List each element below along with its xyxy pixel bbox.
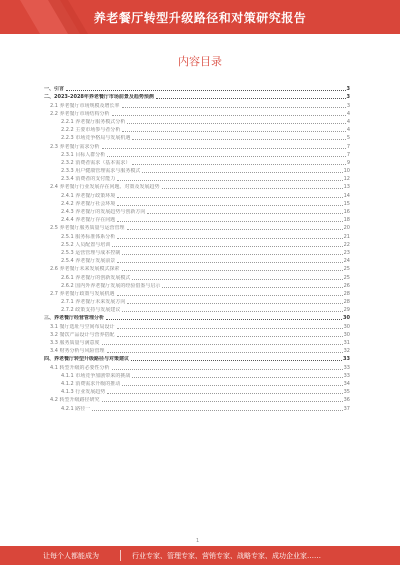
toc-entry-title: 2.4 养老餐厅行业发展存在问题、对策及发展趋势 bbox=[50, 184, 160, 191]
toc-entry-title: 2.1 养老餐厅市场规模及增长率 bbox=[50, 102, 120, 109]
toc-leader-dots bbox=[142, 172, 342, 173]
toc-entry-title: 2.6 养老餐厅未来发展模式探索 bbox=[50, 266, 120, 273]
header-banner bbox=[0, 0, 400, 34]
toc-entry-page: 12 bbox=[343, 176, 350, 183]
toc-entry-page: 13 bbox=[343, 184, 350, 191]
toc-entry-title: 2.4.3 养老餐厅的发展趋势与创新方向 bbox=[61, 209, 146, 215]
toc-leader-dots bbox=[122, 311, 342, 312]
toc-leader-dots bbox=[117, 180, 342, 181]
toc-entry-title: 2.4.2 养老餐厅社会环境 bbox=[61, 200, 116, 207]
toc-leader-dots bbox=[107, 393, 342, 394]
toc-entry-page: 33 bbox=[343, 372, 350, 379]
toc-entry-title: 3.2 餐饮产品设计与营养搭配 bbox=[50, 331, 115, 338]
toc-entry[interactable] bbox=[44, 272, 350, 280]
toc-entry-page: 9 bbox=[346, 159, 350, 166]
toc-entry-page: 23 bbox=[343, 249, 350, 256]
toc-entry-page: 31 bbox=[343, 340, 350, 346]
toc-leader-dots bbox=[147, 213, 342, 214]
toc-entry-page: 25 bbox=[343, 266, 350, 273]
toc-entry-title: 3.1 餐厅选址与空间布局设计 bbox=[50, 323, 115, 330]
toc-entry-page: 4 bbox=[346, 118, 350, 125]
toc-entry-title: 三、养老餐厅经营管理分析 bbox=[44, 315, 105, 322]
toc-entry[interactable] bbox=[44, 199, 350, 207]
toc-entry-title: 4.1.1 市场竞争加剧带来的挑战 bbox=[61, 372, 131, 379]
footer-divider bbox=[120, 550, 121, 561]
toc-entry[interactable] bbox=[44, 321, 350, 329]
toc-leader-dots bbox=[117, 197, 342, 198]
toc-leader-dots bbox=[117, 336, 343, 337]
toc-entry-page: 21 bbox=[343, 233, 350, 240]
toc-entry-title: 四、养老餐厅转型升级路径与对策建议 bbox=[44, 356, 130, 363]
toc-leader-dots bbox=[117, 205, 342, 206]
toc-entry-title: 4.2 转型升级路径研究 bbox=[50, 397, 100, 404]
toc-entry[interactable] bbox=[44, 240, 350, 248]
toc-leader-dots bbox=[122, 385, 342, 386]
toc-leader-dots bbox=[107, 156, 346, 157]
toc-leader-dots bbox=[122, 107, 346, 108]
toc-entry[interactable] bbox=[44, 281, 350, 289]
toc-leader-dots bbox=[66, 90, 346, 91]
toc-leader-dots bbox=[122, 270, 343, 271]
footer-tagline: 行业专家、管理专家、营销专家、战略专家、成功企业家…… bbox=[132, 552, 321, 560]
toc-entry[interactable] bbox=[44, 207, 350, 215]
toc-entry-title: 2.2.2 主要市场参与者分析 bbox=[61, 127, 121, 134]
toc-entry[interactable] bbox=[44, 403, 350, 411]
toc-entry[interactable] bbox=[44, 297, 350, 305]
toc-entry-page: 36 bbox=[343, 397, 350, 404]
toc-entry[interactable] bbox=[44, 174, 350, 182]
toc-leader-dots bbox=[132, 139, 345, 140]
toc-entry[interactable] bbox=[44, 346, 350, 354]
toc-entry[interactable] bbox=[44, 215, 350, 223]
toc-entry[interactable] bbox=[44, 371, 350, 379]
toc-entry[interactable] bbox=[44, 305, 350, 313]
toc-entry[interactable] bbox=[44, 256, 350, 264]
toc-entry-page: 24 bbox=[343, 258, 350, 265]
toc-entry[interactable] bbox=[44, 150, 350, 158]
toc-leader-dots bbox=[162, 287, 342, 288]
toc-entry-title: 4.1 转型升级的必要性分析 bbox=[50, 364, 110, 371]
toc-entry[interactable] bbox=[44, 223, 350, 231]
toc-leader-dots bbox=[132, 377, 342, 378]
toc-entry[interactable] bbox=[44, 231, 350, 239]
toc-leader-dots bbox=[127, 303, 342, 304]
toc-leader-dots bbox=[112, 115, 346, 116]
toc-leader-dots bbox=[117, 238, 342, 239]
toc-entry[interactable] bbox=[44, 166, 350, 174]
toc-entry-page: 4 bbox=[346, 127, 350, 134]
toc-entry-page: 15 bbox=[343, 200, 350, 207]
toc-entry[interactable] bbox=[44, 338, 350, 346]
toc-entry-title: 2.3.2 消费者需求（基本需求） bbox=[61, 159, 131, 166]
toc-entry[interactable] bbox=[44, 109, 350, 117]
toc-entry-page: 34 bbox=[343, 380, 350, 387]
toc-entry-title: 2.6.1 养老餐厅的创新发展模式 bbox=[61, 274, 131, 281]
toc-leader-dots bbox=[127, 123, 345, 124]
toc-entry-page: 16 bbox=[343, 209, 350, 215]
toc-entry-page: 35 bbox=[343, 389, 350, 396]
toc-entry[interactable] bbox=[44, 84, 350, 92]
toc-leader-dots bbox=[102, 401, 343, 402]
toc-entry-title: 3.4 财务分析与风险管理 bbox=[50, 348, 105, 355]
toc-entry-title: 2.2 养老餐厅市场结构分析 bbox=[50, 110, 110, 117]
toc-entry[interactable] bbox=[44, 100, 350, 108]
toc-entry[interactable] bbox=[44, 141, 350, 149]
report-title: 养老餐厅转型升级路径和对策研究报告 bbox=[93, 11, 307, 25]
toc-leader-dots bbox=[127, 229, 343, 230]
toc-leader-dots bbox=[107, 352, 343, 353]
toc-entry-title: 2.7.1 养老餐厅未来发展方向 bbox=[61, 299, 126, 306]
toc-entry[interactable] bbox=[44, 387, 350, 395]
toc-leader-dots bbox=[132, 279, 342, 280]
toc-entry[interactable] bbox=[44, 158, 350, 166]
toc-entry-page: 7 bbox=[346, 143, 350, 150]
toc-entry[interactable] bbox=[44, 395, 350, 403]
toc-entry-page: 28 bbox=[343, 299, 350, 306]
toc-entry-page: 7 bbox=[346, 151, 350, 158]
toc-entry-title: 3.3 服务质量与满意度 bbox=[50, 340, 100, 346]
toc-entry-page: 28 bbox=[343, 290, 350, 297]
toc-entry-page: 33 bbox=[343, 364, 350, 371]
toc-leader-dots bbox=[106, 319, 342, 320]
toc-entry-title: 2.5.1 服务标准体系分析 bbox=[61, 233, 116, 240]
toc-entry[interactable] bbox=[44, 248, 350, 256]
toc-entry-title: 2.5.2 人员配置与培训 bbox=[61, 241, 111, 248]
toc-entry-title: 4.1.3 行业发展趋势 bbox=[61, 389, 106, 396]
toc-entry[interactable] bbox=[44, 330, 350, 338]
toc-entry-title: 2.2.1 养老餐厅服务模式分析 bbox=[61, 118, 126, 125]
toc-entry-title: 2.4.4 养老餐厅存在问题 bbox=[61, 217, 116, 224]
toc-leader-dots bbox=[117, 295, 343, 296]
toc-entry-title: 2.5 养老餐厅服务质量与运营管理 bbox=[50, 225, 125, 232]
toc-entry-title: 2.4.1 养老餐厅政策环境 bbox=[61, 192, 116, 199]
toc-heading: 内容目录 bbox=[178, 55, 222, 68]
toc-entry-page: 18 bbox=[343, 217, 350, 224]
toc-entry-title: 二、2023-2028年养老餐厅市场前景及趋势预测 bbox=[44, 94, 154, 101]
toc-entry[interactable] bbox=[44, 117, 350, 125]
toc-entry-page: 30 bbox=[343, 323, 350, 330]
page-number: 1 bbox=[196, 538, 200, 544]
toc-entry[interactable] bbox=[44, 289, 350, 297]
toc-entry-page: 22 bbox=[343, 241, 350, 248]
toc-leader-dots bbox=[117, 262, 342, 263]
toc-entry-page: 3 bbox=[346, 94, 350, 101]
toc-entry-page: 33 bbox=[343, 356, 350, 363]
toc-leader-dots bbox=[117, 328, 343, 329]
toc-entry-page: 20 bbox=[343, 225, 350, 232]
toc-leader-dots bbox=[102, 344, 343, 345]
toc-entry-page: 29 bbox=[343, 307, 350, 314]
toc-entry-page: 10 bbox=[343, 168, 350, 175]
toc-entry-page: 3 bbox=[346, 102, 350, 109]
toc-entry-page: 25 bbox=[343, 274, 350, 281]
toc-leader-dots bbox=[132, 164, 345, 165]
toc-entry-page: 5 bbox=[346, 135, 350, 142]
toc-entry-title: 4.1.2 消费需求升级的推动 bbox=[61, 380, 121, 387]
toc-entry-page: 4 bbox=[346, 110, 350, 117]
toc-entry-title: 2.6.2 国内外养老餐厅发展的经验借鉴与启示 bbox=[61, 282, 161, 289]
toc-entry-page: 37 bbox=[343, 405, 350, 412]
toc-entry-title: 2.3.1 目标人群分析 bbox=[61, 151, 106, 158]
toc-entry[interactable] bbox=[44, 92, 350, 100]
toc-entry[interactable] bbox=[44, 379, 350, 387]
toc-leader-dots bbox=[112, 369, 343, 370]
toc-leader-dots bbox=[162, 188, 343, 189]
toc-entry[interactable] bbox=[44, 313, 350, 321]
toc-entry-title: 2.7 养老餐厅政策与发展机遇 bbox=[50, 290, 115, 297]
toc-entry-title: 2.2.3 市场竞争格局与发展机遇 bbox=[61, 135, 131, 142]
toc-leader-dots bbox=[131, 360, 342, 361]
toc-leader-dots bbox=[112, 246, 342, 247]
toc-entry[interactable] bbox=[44, 354, 350, 362]
footer-slogan: 让每个人都能成为 bbox=[43, 552, 99, 560]
toc-entry-page: 32 bbox=[343, 348, 350, 355]
toc-entry[interactable] bbox=[44, 362, 350, 370]
toc-leader-dots bbox=[117, 221, 342, 222]
toc-entry-title: 2.7.2 政策支持与发展建议 bbox=[61, 307, 121, 314]
toc-entry[interactable] bbox=[44, 190, 350, 198]
toc-entry-title: 2.3.3 用户健康管理需求与服务模式 bbox=[61, 168, 141, 175]
toc-leader-dots bbox=[92, 410, 342, 411]
toc-entry-title: 2.5.4 养老餐厅发展前景 bbox=[61, 258, 116, 265]
toc-entry[interactable] bbox=[44, 182, 350, 190]
toc-entry-page: 30 bbox=[343, 331, 350, 338]
toc-entry-title: 2.3.4 消费者的支付能力 bbox=[61, 176, 116, 183]
toc-entry-page: 3 bbox=[346, 86, 350, 93]
toc-entry-title: 一、引言 bbox=[44, 86, 65, 93]
toc-leader-dots bbox=[122, 254, 342, 255]
toc-entry-title: 4.2.1 路径一 bbox=[61, 405, 91, 412]
toc-leader-dots bbox=[102, 148, 346, 149]
toc-entry[interactable] bbox=[44, 125, 350, 133]
toc-entry-page: 14 bbox=[343, 192, 350, 199]
toc-entry-title: 2.3 养老餐厅需求分析 bbox=[50, 143, 100, 150]
toc-leader-dots bbox=[122, 131, 345, 132]
toc-leader-dots bbox=[156, 98, 346, 99]
toc-entry-title: 2.5.3 运营管理与成本控制 bbox=[61, 249, 121, 256]
toc-entry[interactable] bbox=[44, 133, 350, 141]
table-of-contents bbox=[44, 84, 350, 412]
toc-entry-page: 26 bbox=[343, 282, 350, 289]
toc-entry[interactable] bbox=[44, 264, 350, 272]
toc-entry-page: 30 bbox=[343, 315, 350, 322]
footer-banner bbox=[0, 546, 400, 565]
